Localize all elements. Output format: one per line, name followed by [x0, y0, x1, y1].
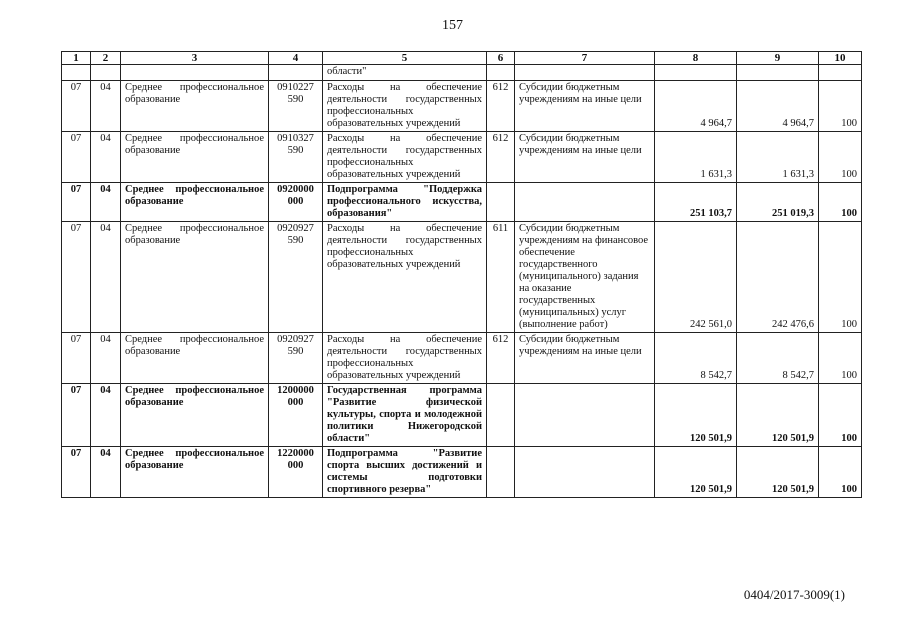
- header-row: [62, 52, 862, 65]
- document-code: 0404/2017-3009(1): [743, 587, 845, 602]
- execution-percent-cell: [819, 65, 862, 81]
- executed-amount-cell: 8 542,7: [737, 333, 819, 384]
- table-row: [62, 222, 862, 333]
- expense-description-cell: Расходы на обеспечение деятельности государственных профессиональных образовательных учреждений: [323, 132, 487, 183]
- executed-amount-cell: 120 501,9: [737, 447, 819, 498]
- section-code-cell: 07: [62, 333, 91, 384]
- expense-type-code-cell: [487, 65, 515, 81]
- header-cell-2: 2: [91, 52, 121, 65]
- target-article-code-cell: 0910227 590: [269, 81, 323, 132]
- expense-type-name-cell: [515, 447, 655, 498]
- header-cell-10: 10: [819, 52, 862, 65]
- section-code-cell: 07: [62, 132, 91, 183]
- planned-amount-cell: 242 561,0: [655, 222, 737, 333]
- executed-amount-cell: 242 476,6: [737, 222, 819, 333]
- expense-description-cell: Подпрограмма "Поддержка профессионального искусства, образования": [323, 183, 487, 222]
- subsection-code-cell: 04: [91, 222, 121, 333]
- target-article-code-cell: 0920927 590: [269, 222, 323, 333]
- expense-description-cell: Государственная программа "Развитие физической культуры, спорта и молодежной политики Нижегородской области": [323, 384, 487, 447]
- planned-amount-cell: 8 542,7: [655, 333, 737, 384]
- executed-amount-cell: 4 964,7: [737, 81, 819, 132]
- header-cell-1: 1: [62, 52, 91, 65]
- section-code-cell: 07: [62, 222, 91, 333]
- expense-type-code-cell: 612: [487, 81, 515, 132]
- subsection-code-cell: 04: [91, 183, 121, 222]
- subsection-code-cell: 04: [91, 81, 121, 132]
- expense-type-code-cell: 612: [487, 333, 515, 384]
- section-name-cell: Среднее профессиональное образование: [121, 183, 269, 222]
- execution-percent-cell: 100: [819, 132, 862, 183]
- section-code-cell: 07: [62, 81, 91, 132]
- subsection-code-cell: 04: [91, 447, 121, 498]
- section-name-cell: Среднее профессиональное образование: [121, 447, 269, 498]
- section-code-cell: 07: [62, 447, 91, 498]
- section-name-cell: Среднее профессиональное образование: [121, 333, 269, 384]
- budget-table: [61, 51, 862, 498]
- table-row: [62, 132, 862, 183]
- table-row: [62, 384, 862, 447]
- subsection-code-cell: 04: [91, 132, 121, 183]
- expense-type-name-cell: [515, 65, 655, 81]
- expense-type-code-cell: [487, 384, 515, 447]
- header-cell-8: 8: [655, 52, 737, 65]
- execution-percent-cell: 100: [819, 81, 862, 132]
- executed-amount-cell: 120 501,9: [737, 384, 819, 447]
- table-row: [62, 65, 862, 81]
- section-code-cell: 07: [62, 384, 91, 447]
- expense-type-name-cell: Субсидии бюджетным учреждениям на финансовое обеспечение государственного (муниципального) задания на оказание государственных (муниципальных) услуг (выполнение работ): [515, 222, 655, 333]
- expense-type-code-cell: [487, 447, 515, 498]
- section-name-cell: Среднее профессиональное образование: [121, 384, 269, 447]
- header-cell-6: 6: [487, 52, 515, 65]
- expense-type-code-cell: 612: [487, 132, 515, 183]
- planned-amount-cell: 4 964,7: [655, 81, 737, 132]
- expense-type-code-cell: 611: [487, 222, 515, 333]
- target-article-code-cell: 0910327 590: [269, 132, 323, 183]
- execution-percent-cell: 100: [819, 222, 862, 333]
- execution-percent-cell: 100: [819, 384, 862, 447]
- expense-type-name-cell: Субсидии бюджетным учреждениям на иные цели: [515, 81, 655, 132]
- table-row: [62, 333, 862, 384]
- expense-type-name-cell: Субсидии бюджетным учреждениям на иные цели: [515, 333, 655, 384]
- target-article-code-cell: 1200000 000: [269, 384, 323, 447]
- planned-amount-cell: 120 501,9: [655, 384, 737, 447]
- header-cell-3: 3: [121, 52, 269, 65]
- subsection-code-cell: 04: [91, 384, 121, 447]
- section-name-cell: [121, 65, 269, 81]
- target-article-code-cell: 1220000 000: [269, 447, 323, 498]
- planned-amount-cell: 1 631,3: [655, 132, 737, 183]
- expense-type-name-cell: [515, 183, 655, 222]
- expense-description-cell: области": [323, 65, 487, 81]
- expense-description-cell: Расходы на обеспечение деятельности государственных профессиональных образовательных учреждений: [323, 222, 487, 333]
- planned-amount-cell: 251 103,7: [655, 183, 737, 222]
- section-code-cell: [62, 65, 91, 81]
- expense-type-name-cell: Субсидии бюджетным учреждениям на иные цели: [515, 132, 655, 183]
- table-row: [62, 447, 862, 498]
- target-article-code-cell: 0920927 590: [269, 333, 323, 384]
- planned-amount-cell: 120 501,9: [655, 447, 737, 498]
- page-number: 157: [442, 18, 463, 33]
- target-article-code-cell: [269, 65, 323, 81]
- expense-type-name-cell: [515, 384, 655, 447]
- section-name-cell: Среднее профессиональное образование: [121, 132, 269, 183]
- target-article-code-cell: 0920000 000: [269, 183, 323, 222]
- subsection-code-cell: [91, 65, 121, 81]
- section-code-cell: 07: [62, 183, 91, 222]
- subsection-code-cell: 04: [91, 333, 121, 384]
- header-cell-5: 5: [323, 52, 487, 65]
- execution-percent-cell: 100: [819, 183, 862, 222]
- header-cell-9: 9: [737, 52, 819, 65]
- header-cell-4: 4: [269, 52, 323, 65]
- planned-amount-cell: [655, 65, 737, 81]
- execution-percent-cell: 100: [819, 447, 862, 498]
- section-name-cell: Среднее профессиональное образование: [121, 81, 269, 132]
- expense-type-code-cell: [487, 183, 515, 222]
- table-row: [62, 183, 862, 222]
- expense-description-cell: Расходы на обеспечение деятельности государственных профессиональных образовательных учреждений: [323, 333, 487, 384]
- section-name-cell: Среднее профессиональное образование: [121, 222, 269, 333]
- executed-amount-cell: [737, 65, 819, 81]
- executed-amount-cell: 251 019,3: [737, 183, 819, 222]
- expense-description-cell: Подпрограмма "Развитие спорта высших достижений и системы подготовки спортивного резерва": [323, 447, 487, 498]
- execution-percent-cell: 100: [819, 333, 862, 384]
- expense-description-cell: Расходы на обеспечение деятельности государственных профессиональных образовательных учреждений: [323, 81, 487, 132]
- executed-amount-cell: 1 631,3: [737, 132, 819, 183]
- table-row: [62, 81, 862, 132]
- header-cell-7: 7: [515, 52, 655, 65]
- table-body: [62, 65, 862, 498]
